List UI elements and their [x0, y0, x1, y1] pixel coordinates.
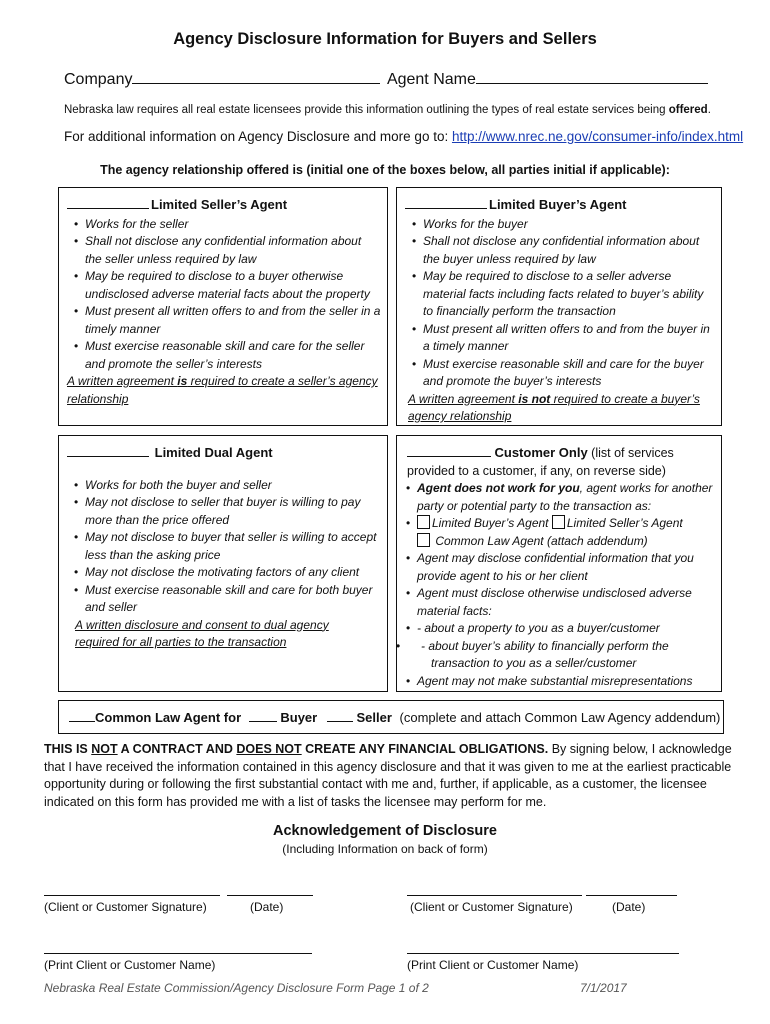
- print-name-label-2: (Print Client or Customer Name): [407, 958, 579, 972]
- seller-box-title: Limited Seller’s Agent: [151, 197, 288, 212]
- list-item: • Agent must disclose otherwise undisclosed adverse material facts:: [417, 585, 715, 620]
- common-law-seller: Seller: [356, 710, 392, 725]
- print-name-line-2[interactable]: [407, 952, 679, 954]
- list-item: • May be required to disclose to a buyer otherwise undisclosed adverse material facts about the property: [85, 268, 381, 303]
- list-item: • May not disclose to seller that buyer is willing to pay more than the price offered: [85, 494, 381, 529]
- print-name-line-1[interactable]: [44, 952, 312, 954]
- signature-label-2: (Client or Customer Signature): [410, 900, 573, 914]
- customer-only-box: [396, 435, 722, 692]
- list-item: • Agent may not make substantial misrepresentations: [417, 673, 715, 691]
- common-law-label: Common Law Agent for: [95, 710, 242, 725]
- buyer-initial-field[interactable]: [405, 196, 487, 209]
- date-line-1[interactable]: [227, 894, 313, 896]
- list-item: • Must exercise reasonable skill and care for both buyer and seller: [85, 582, 381, 617]
- customer-box-header: [407, 444, 715, 480]
- dual-box-title: Limited Dual Agent: [154, 445, 273, 460]
- list-item: • Must present all written offers to and from the buyer in a timely manner: [423, 321, 715, 356]
- buyer-blank[interactable]: [249, 710, 277, 722]
- customer-box-note: (list of services provided to a customer, if any, on reverse side): [407, 446, 674, 478]
- dual-initial-field[interactable]: [67, 444, 149, 457]
- footer-left: Nebraska Real Estate Commission/Agency Disclosure Form Page 1 of 2: [44, 981, 429, 995]
- common-law-buyer: Buyer: [280, 710, 318, 725]
- list-item: • Agent does not work for you, agent works for another party or potential party to the transaction as:: [417, 480, 715, 515]
- nrec-link[interactable]: http://www.nrec.ne.gov/consumer-info/index.html: [451, 129, 744, 144]
- list-item: • May not disclose the motivating factors of any client: [85, 564, 381, 582]
- signature-label-1: (Client or Customer Signature): [44, 900, 207, 914]
- common-law-note: (complete and attach Common Law Agency addendum): [399, 710, 721, 725]
- customer-list: [407, 480, 715, 690]
- print-name-label-1: (Print Client or Customer Name): [44, 958, 216, 972]
- common-law-checkbox[interactable]: [417, 533, 430, 547]
- seller-footnote: A written agreement is required to create a seller’s agency relationship: [67, 374, 378, 406]
- more-info: For additional information on Agency Disclosure and more go to: http://www.nrec.ne.gov/consumer-info/index.html: [64, 129, 744, 144]
- list-item: • Agent may disclose confidential information that you provide agent to his or her client: [417, 550, 715, 585]
- ack-subtitle: (Including Information on back of form): [282, 842, 488, 856]
- dual-list: [67, 477, 381, 617]
- list-item: • Must exercise reasonable skill and care for the buyer and promote the buyer’s interests: [423, 356, 715, 391]
- list-item: • Works for both the buyer and seller: [85, 477, 381, 495]
- list-item: • Shall not disclose any confidential information about the seller unless required by law: [85, 233, 381, 268]
- list-item: • May be required to disclose to a seller adverse material facts including facts related to buyer’s ability to financially perform the transaction: [423, 268, 715, 321]
- list-item: • Must exercise reasonable skill and care for the seller and promote the seller’s interests: [85, 338, 381, 373]
- buyer-footnote: A written agreement is not required to create a buyer’s agency relationship: [408, 391, 700, 423]
- common-law-box: [58, 700, 724, 734]
- list-item: • Works for the buyer: [423, 216, 715, 234]
- buyer-box-title: Limited Buyer’s Agent: [489, 197, 627, 212]
- intro-text: Nebraska law requires all real estate licensees provide this information outlining the types of real estate services being offered.: [64, 104, 711, 116]
- seller-blank[interactable]: [327, 710, 353, 722]
- list-item: • May not disclose to buyer that seller is willing to accept less than the asking price: [85, 529, 381, 564]
- list-item: • Works for the seller: [85, 216, 381, 234]
- dual-footnote: A written disclosure and consent to dual agency required for all parties to the transaction: [75, 617, 329, 649]
- footer-date: 7/1/2017: [580, 981, 627, 995]
- list-item: • Shall not disclose any confidential information about the buyer unless required by law: [423, 233, 715, 268]
- customer-initial-field[interactable]: [407, 444, 491, 457]
- company-label: Company: [64, 71, 133, 88]
- company-field[interactable]: [132, 68, 380, 84]
- agent-name-label: Agent Name: [386, 71, 476, 88]
- date-label-2: (Date): [612, 900, 646, 914]
- buyer-agent-box: [396, 187, 722, 426]
- client-signature-line-2[interactable]: [407, 894, 582, 896]
- seller-agent-box: [58, 187, 388, 426]
- date-line-2[interactable]: [586, 894, 677, 896]
- company-agent-row: [64, 68, 708, 89]
- common-law-initial-field[interactable]: [69, 710, 95, 722]
- limited-seller-checkbox[interactable]: [552, 515, 565, 529]
- dual-agent-box: [58, 435, 388, 692]
- seller-initial-field[interactable]: [67, 196, 149, 209]
- seller-list: [67, 216, 381, 374]
- agent-name-field[interactable]: [476, 68, 708, 84]
- customer-options: • Limited Buyer’s Agent Limited Seller’s Agent Common Law Agent (attach addendum): [417, 515, 715, 550]
- offered-heading: The agency relationship offered is (initial one of the boxes below, all parties initial if applicable):: [100, 163, 670, 177]
- list-item: • Must present all written offers to and from the seller in a timely manner: [85, 303, 381, 338]
- disclaimer-text: THIS IS NOT A CONTRACT AND DOES NOT CREATE ANY FINANCIAL OBLIGATIONS. By signing below, I acknowledge that I have received the information contained in this agency disclosure and that it was given to me at the earliest practicable opportunity during or following the first substantial contact with me and, further, if applicable, as a customer, the licensee indicated on this form has provided me with a list of tasks the licensee may perform for me.: [44, 742, 732, 809]
- ack-title: Acknowledgement of Disclosure: [273, 823, 497, 839]
- customer-box-title: Customer Only: [494, 445, 588, 460]
- limited-buyer-checkbox[interactable]: [417, 515, 430, 529]
- client-signature-line-1[interactable]: [44, 894, 220, 896]
- sub-item: • - about buyer’s ability to financially perform the transaction to you as a seller/customer: [417, 638, 715, 673]
- form-title: Agency Disclosure Information for Buyers and Sellers: [173, 30, 597, 48]
- buyer-list: [405, 216, 715, 391]
- sub-item: • - about a property to you as a buyer/customer: [417, 620, 715, 638]
- date-label-1: (Date): [250, 900, 284, 914]
